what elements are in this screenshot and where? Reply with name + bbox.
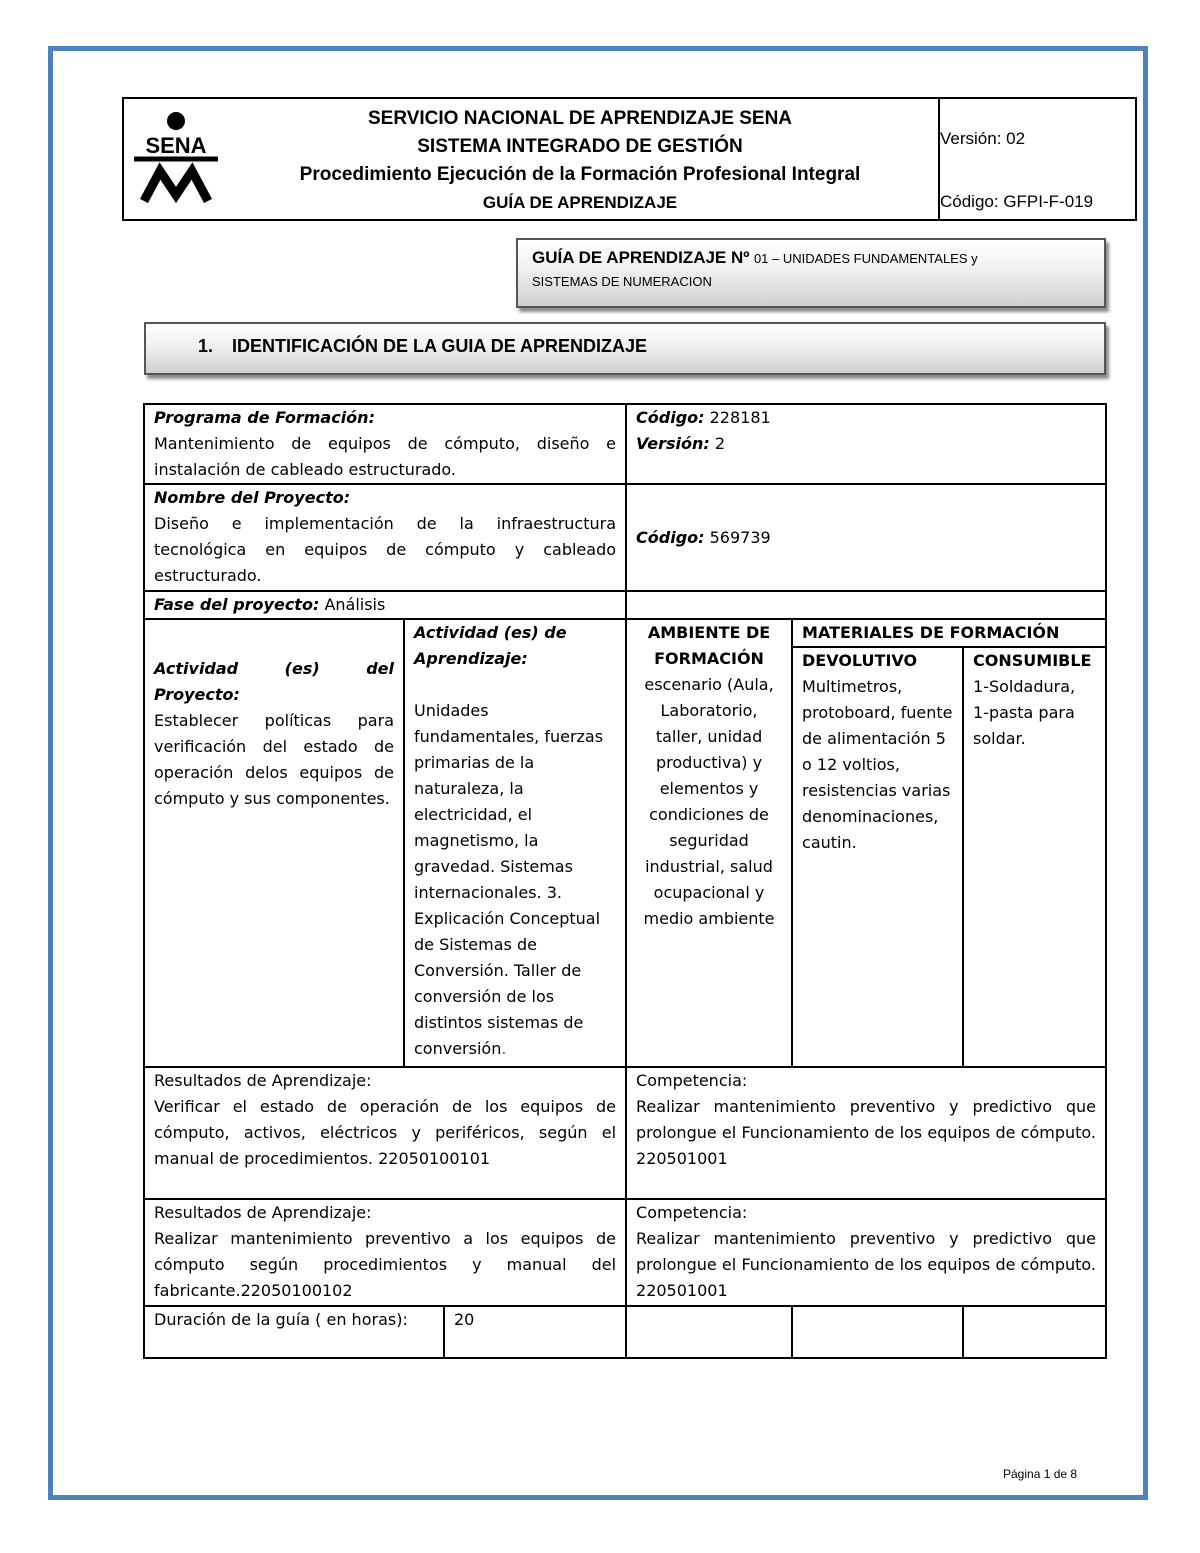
programa-codigo-value: 228181 <box>709 408 771 427</box>
ambiente-cell <box>626 619 792 1067</box>
resultados2-value: Realizar mantenimiento preventivo a los equipos de cómputo según procedimientos y manual del fabricante.22050100102 <box>154 1229 617 1300</box>
document-header <box>122 97 1137 221</box>
table-row <box>144 619 1106 647</box>
devolutivo-value: Multimetros, protoboard, fuente de alimentación 5 o 12 voltios, resistencias varias denominaciones, cautin. <box>802 677 953 852</box>
header-version: Versión: 02 <box>940 129 1026 148</box>
consumible-label: CONSUMIBLE <box>973 651 1092 670</box>
competencia1-cell <box>626 1067 1106 1199</box>
header-meta <box>938 99 1139 219</box>
sena-logo-icon <box>130 109 222 205</box>
section-number: 1. <box>198 336 214 356</box>
header-title-line3: Procedimiento Ejecución de la Formación Profesional Integral <box>299 164 861 185</box>
sena-logo-text: SENA <box>145 133 207 158</box>
section-title: IDENTIFICACIÓN DE LA GUIA DE APRENDIZAJE <box>232 336 648 356</box>
header-title-line4: GUÍA DE APRENDIZAJE <box>482 193 678 212</box>
table-row <box>144 1199 1106 1306</box>
proyecto-codigo-value: 569739 <box>709 527 771 547</box>
programa-codigo-cell <box>626 404 1106 484</box>
actividad-aprendizaje-value: Unidades fundamentales, fuerzas primarias de la naturaleza, la electricidad, el magnetismo, la gravedad. Sistemas internacionales. 3. Explicación Conceptual de Sistemas de Conversión. Taller de conversión de los distintos sistemas de conversión <box>414 701 604 1058</box>
header-code: Código: GFPI-F-019 <box>940 192 1094 211</box>
proyecto-codigo-label: Código: <box>636 527 705 547</box>
programa-version-value: 2 <box>714 434 726 453</box>
empty-cell <box>963 1306 1106 1358</box>
resultados2-label: Resultados de Aprendizaje: <box>154 1203 372 1222</box>
fase-cell <box>144 591 626 619</box>
ambiente-value: escenario (Aula, Laboratorio, taller, unidad productiva) y elementos y condiciones de seguridad industrial, salud ocupacional y medio ambiente <box>643 675 775 928</box>
resultados1-label: Resultados de Aprendizaje: <box>154 1071 372 1090</box>
table-row <box>144 404 1106 484</box>
consumible-cell <box>963 647 1106 1067</box>
programa-cell <box>144 404 626 484</box>
programa-codigo-label: Código: <box>636 408 705 427</box>
empty-cell <box>626 1306 792 1358</box>
header-title-line1: SERVICIO NACIONAL DE APRENDIZAJE SENA <box>367 108 793 129</box>
table-row <box>144 591 1106 619</box>
devolutivo-cell <box>792 647 963 1067</box>
duracion-value: 20 <box>444 1306 626 1358</box>
duracion-label: Duración de la guía ( en horas): <box>144 1306 444 1358</box>
proyecto-value: Diseño e implementación de la infraestructura tecnológica en equipos de cómputo y cableado estructurado. <box>154 514 617 585</box>
fase-value: Análisis <box>324 595 386 614</box>
table-row <box>144 1067 1106 1199</box>
competencia1-label: Competencia: <box>636 1071 748 1090</box>
competencia1-value: Realizar mantenimiento preventivo y predictivo que prolongue el Funcionamiento de los equipos de cómputo. 220501001 <box>636 1097 1097 1168</box>
devolutivo-label: DEVOLUTIVO <box>802 651 918 670</box>
resultados1-cell <box>144 1067 626 1199</box>
competencia2-label: Competencia: <box>636 1203 748 1222</box>
programa-value: Mantenimiento de equipos de cómputo, diseño e instalación de cableado estructurado. <box>154 434 617 479</box>
empty-cell <box>626 591 1106 619</box>
proyecto-codigo-cell <box>626 484 1106 591</box>
programa-version-label: Versión: <box>636 434 710 453</box>
header-title-line2: SISTEMA INTEGRADO DE GESTIÓN <box>417 136 743 157</box>
proyecto-cell <box>144 484 626 591</box>
competencia2-cell <box>626 1199 1106 1306</box>
table-row <box>144 484 1106 591</box>
actividad-aprendizaje-cell <box>404 619 626 1067</box>
identification-table <box>143 403 1107 1359</box>
fase-label: Fase del proyecto: <box>154 595 320 614</box>
materiales-label: MATERIALES DE FORMACIÓN <box>792 619 1106 647</box>
page-number: Página 1 de 8 <box>1003 1467 1078 1481</box>
actividad-aprendizaje-label: Actividad (es) de Aprendizaje: <box>414 623 567 668</box>
actividad-proyecto-value: Establecer políticas para verificación del estado de operación delos equipos de cómputo y sus componentes. <box>154 711 394 808</box>
programa-label: Programa de Formación: <box>154 408 375 427</box>
competencia2-value: Realizar mantenimiento preventivo y predictivo que prolongue el Funcionamiento de los equipos de cómputo. 220501001 <box>636 1229 1097 1300</box>
section-heading <box>144 322 1106 375</box>
resultados1-value: Verificar el estado de operación de los equipos de cómputo, activos, eléctricos y periféricos, según el manual de procedimientos. 22050100101 <box>154 1097 617 1168</box>
proyecto-label: Nombre del Proyecto: <box>154 488 351 507</box>
empty-cell <box>792 1306 963 1358</box>
consumible-value: 1-Soldadura, 1-pasta para soldar. <box>973 677 1076 748</box>
guide-banner <box>516 238 1106 308</box>
guide-banner-title: GUÍA DE APRENDIZAJE Nº <box>532 248 750 267</box>
guide-banner-subtitle: 01 – UNIDADES FUNDAMENTALES y <box>753 251 978 266</box>
actividad-proyecto-cell <box>144 619 404 1067</box>
actividad-aprendizaje-end: . <box>501 1039 507 1058</box>
ambiente-label: AMBIENTE DE FORMACIÓN <box>647 623 771 668</box>
table-row <box>144 1306 1106 1358</box>
actividad-proyecto-label: Actividad (es) del Proyecto: <box>154 659 394 704</box>
header-title <box>224 105 936 217</box>
guide-banner-subtitle2: SISTEMAS DE NUMERACION <box>532 274 712 289</box>
resultados2-cell <box>144 1199 626 1306</box>
